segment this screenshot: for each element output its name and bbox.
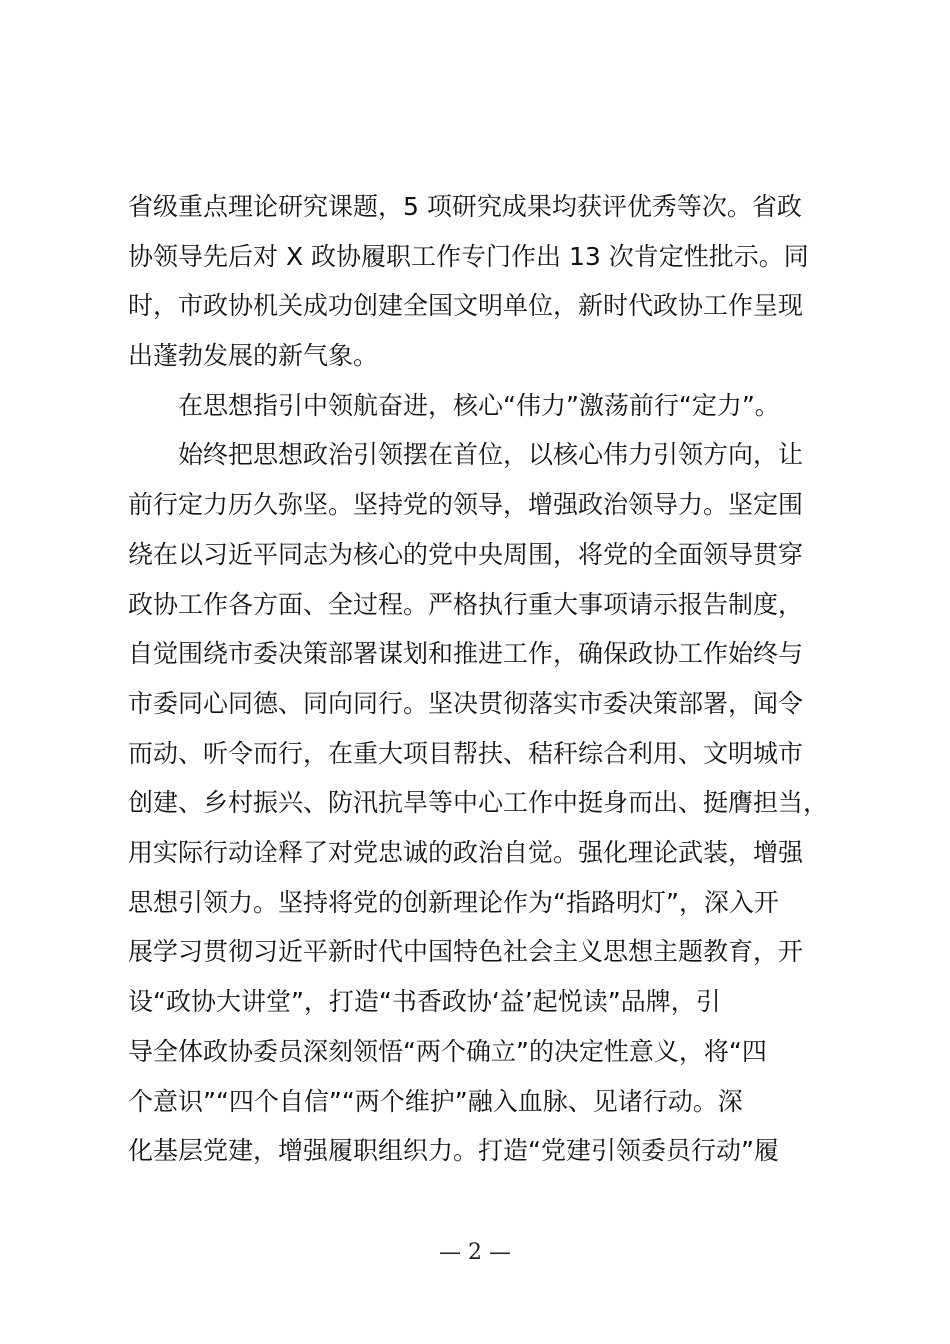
- text-line-12: 而动、听令而行，在重大项目帮扶、秸秆综合利用、文明城市: [128, 739, 804, 768]
- text-line-6: 始终把思想政治引领摆在首位，以核心伟力引领方向，让: [178, 440, 804, 469]
- text-line-16: 展学习贯彻习近平新时代中国特色社会主义思想主题教育，开: [128, 937, 804, 966]
- text-line-3: 时，市政协机关成功创建全国文明单位，新时代政协工作呈现: [128, 291, 804, 320]
- page-number: — 2 —: [439, 1240, 511, 1265]
- text-line-20: 化基层党建，增强履职组织力。打造“党建引领委员行动”履: [128, 1136, 779, 1165]
- text-line-10: 自觉围绕市委决策部署谋划和推进工作，确保政协工作始终与: [128, 639, 804, 668]
- text-line-2: 协领导先后对 X 政协履职工作专门作出 13 次肯定性批示。同: [128, 242, 809, 271]
- text-line-1: 省级重点理论研究课题，5 项研究成果均获评优秀等次。省政: [128, 192, 802, 221]
- text-line-19: 个意识”“四个自信”“两个维护”融入血脉、见诸行动。深: [128, 1087, 743, 1116]
- text-line-4: 出蓬勃发展的新气象。: [128, 341, 379, 370]
- section-heading: 在思想指引中领航奋进，核心“伟力”激荡前行“定力”。: [178, 391, 780, 420]
- text-line-18: 导全体政协委员深刻领悟“两个确立”的决定性意义，将“四: [128, 1037, 767, 1066]
- text-line-15: 思想引领力。坚持将党的创新理论作为“指路明灯”，深入开: [128, 888, 779, 917]
- text-line-9: 政协工作各方面、全过程。严格执行重大事项请示报告制度，: [128, 590, 804, 619]
- text-line-13: 创建、乡村振兴、防汛抗旱等中心工作中挺身而出、挺膺担当，: [128, 788, 829, 817]
- text-line-17: 设“政协大讲堂”，打造“书香政协‘益’起悦读”品牌，引: [128, 987, 721, 1016]
- text-line-7: 前行定力历久弥坚。坚持党的领导，增强政治领导力。坚定围: [128, 490, 804, 519]
- text-line-8: 绕在以习近平同志为核心的党中央周围，将党的全面领导贯穿: [128, 540, 804, 569]
- text-line-14: 用实际行动诠释了对党忠诚的政治自觉。强化理论武装，增强: [128, 838, 804, 867]
- text-line-11: 市委同心同德、同向同行。坚决贯彻落实市委决策部署，闻令: [128, 689, 804, 718]
